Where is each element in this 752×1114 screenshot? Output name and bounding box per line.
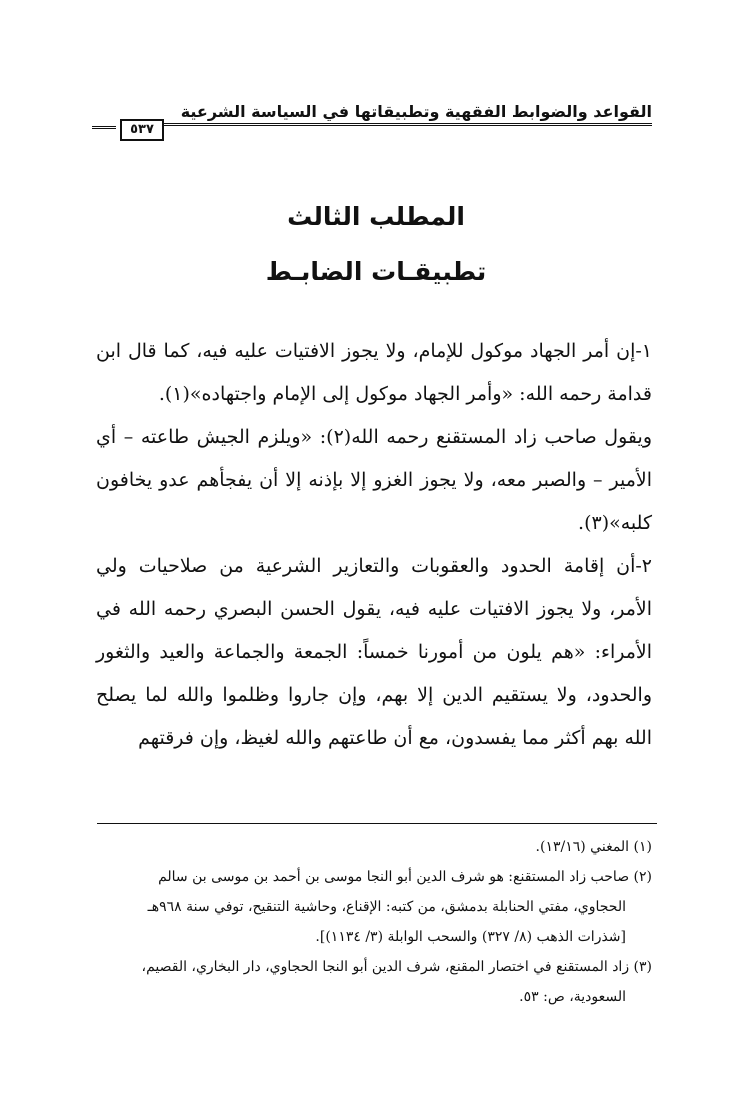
- paragraph-1: ١-إن أمر الجهاد موكول للإمام، ولا يجوز الافتيات عليه فيه، كما قال ابن قدامة رحمه الله: «وأمر الجهاد موكول إلى الإمام واجتهاده»(١).: [96, 340, 652, 405]
- paragraph-2: ويقول صاحب زاد المستقنع رحمه الله(٢): «ويلزم الجيش طاعته – أي الأمير – والصبر معه، ولا يجوز الغزو إلا بإذنه إلا أن يفجأهم عدو يخافون كلبه»(٣).: [96, 426, 652, 534]
- main-text: [96, 330, 652, 760]
- section-subtitle: تطبيقـات الضابـط: [265, 257, 487, 286]
- page-number: ٥٣٧: [120, 119, 164, 141]
- footnotes: [96, 832, 652, 1012]
- running-header: [92, 96, 652, 136]
- footnote-3-line-2: السعودية، ص: ٥٣.: [519, 989, 626, 1005]
- footnote-2-line-3: [شذرات الذهب (٨/ ٣٢٧) والسحب الوابلة (٣/ ١١٣٤)].: [315, 929, 626, 945]
- paragraph-3: ٢-أن إقامة الحدود والعقوبات والتعازير الشرعية من صلاحيات ولي الأمر، ولا يجوز الافتيات عليه فيه، يقول الحسن البصري رحمه الله في الأمراء: «هم يلون من أمورنا خمساً: الجمعة والجماعة والعيد والثغور والحدود، ولا يستقيم الدين إلا بهم، وإن جاروا وظلموا والله لما يصلح الله بهم أكثر مما يفسدون، مع أن طاعتهم والله لغيظ، وإن فرقتهم: [96, 555, 652, 749]
- page-number-ornament: [92, 126, 116, 129]
- header-rule: [164, 123, 652, 126]
- footnote-3-line-1: (٣) زاد المستقنع في اختصار المقنع، شرف الدين أبو النجا الحجاوي، دار البخاري، القصيم،: [141, 959, 652, 975]
- footnote-2-line-2: الحجاوي، مفتي الحنابلة بدمشق، من كتبه: الإقناع، وحاشية التنقيح، توفي سنة ٩٦٨هـ: [147, 899, 626, 915]
- section-title: المطلب الثالث: [287, 202, 465, 231]
- footnote-divider: [97, 823, 657, 824]
- footnote-2-line-1: (٢) صاحب زاد المستقنع: هو شرف الدين أبو النجا موسى بن أحمد بن موسى بن سالم: [158, 869, 652, 885]
- book-title: القواعد والضوابط الفقهية وتطبيقاتها في السياسة الشرعية: [180, 102, 652, 121]
- footnote-1: (١) المغني (١٣/١٦).: [535, 839, 652, 855]
